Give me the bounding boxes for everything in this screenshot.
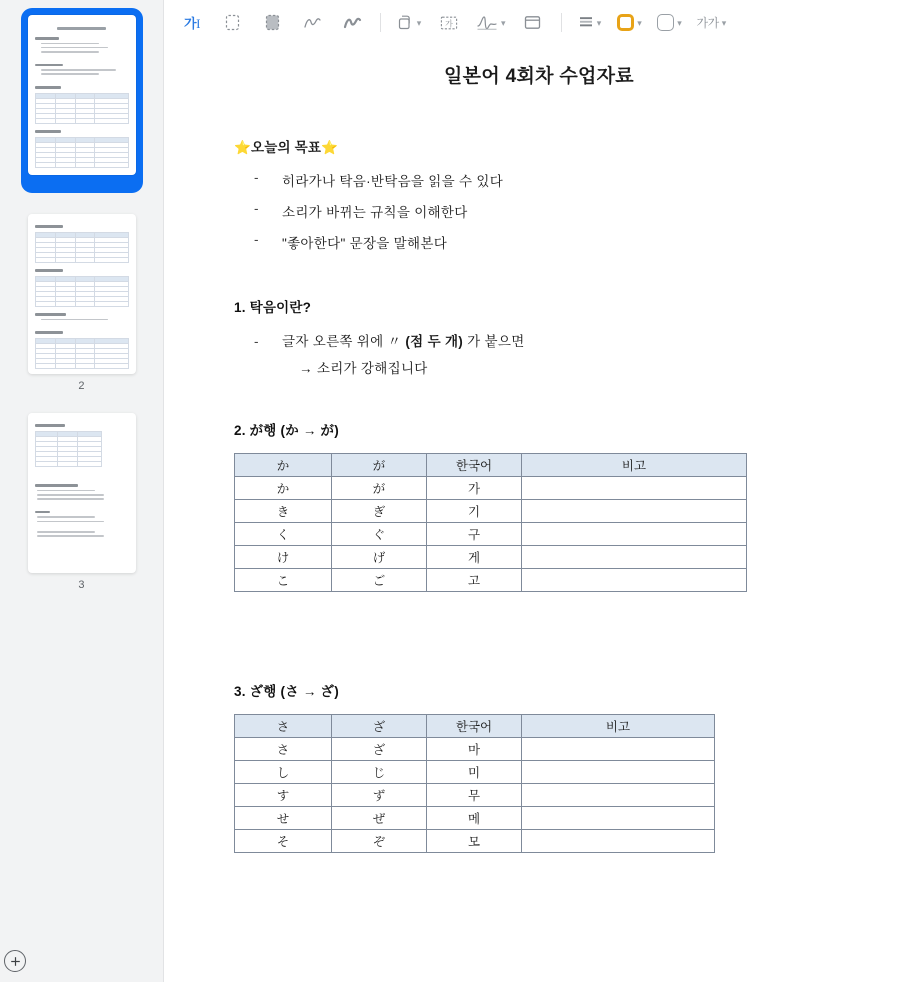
toolbar-divider-1 xyxy=(380,13,381,32)
table-cell[interactable]: さ xyxy=(235,738,332,761)
add-page-button[interactable] xyxy=(4,950,26,972)
column-header: 비고 xyxy=(522,454,747,477)
bullet-dash: - xyxy=(254,232,259,247)
column-header: が xyxy=(332,454,427,477)
text-box-tool-button[interactable] xyxy=(433,8,465,38)
goal-text: 히라가나 탁음·반탁음을 읽을 수 있다 xyxy=(282,174,504,189)
page-thumbnail-sidebar xyxy=(0,0,164,982)
table-cell[interactable]: き xyxy=(235,500,332,523)
thumbnail-item-2[interactable] xyxy=(0,207,163,392)
toolbar-group-annotate xyxy=(176,8,368,38)
table-cell[interactable]: こ xyxy=(235,569,332,592)
table-header-row xyxy=(235,454,747,477)
boxed-text-icon xyxy=(440,15,458,31)
table-row[interactable] xyxy=(235,830,715,853)
goal-list xyxy=(254,170,914,252)
table-cell[interactable]: ざ xyxy=(332,738,427,761)
table-cell[interactable]: し xyxy=(235,761,332,784)
align-tool-button[interactable] xyxy=(574,8,606,38)
table-cell[interactable]: そ xyxy=(235,830,332,853)
table-cell[interactable]: げ xyxy=(332,546,427,569)
section-1-text-suffix: 가 붙으면 xyxy=(463,334,525,349)
table-cell[interactable]: が xyxy=(332,477,427,500)
section-2-heading: 2. が행 (か → が) xyxy=(234,423,339,438)
table-cell[interactable]: す xyxy=(235,784,332,807)
table-cell[interactable]: ぞ xyxy=(332,830,427,853)
table-cell[interactable]: ご xyxy=(332,569,427,592)
document-title: 일본어 4회차 수업자료 xyxy=(444,66,634,87)
thumbnail-preview-2 xyxy=(28,214,136,374)
table-cell[interactable]: 메 xyxy=(427,807,522,830)
table-cell[interactable] xyxy=(522,738,715,761)
column-header: 한국어 xyxy=(427,715,522,738)
chevron-down-icon[interactable]: ▾ xyxy=(677,18,682,28)
thumbnail-frame[interactable] xyxy=(21,406,143,573)
select-area-tool-button[interactable] xyxy=(216,8,248,38)
brush-tool-button[interactable] xyxy=(336,8,368,38)
column-header: ざ xyxy=(332,715,427,738)
chevron-down-icon[interactable]: ▾ xyxy=(596,18,602,28)
table-header-row xyxy=(235,715,715,738)
table-cell[interactable]: 마 xyxy=(427,738,522,761)
plus-icon xyxy=(9,955,22,968)
table-cell[interactable]: じ xyxy=(332,761,427,784)
shape-tool-button[interactable] xyxy=(393,8,425,38)
table-cell[interactable]: 가 xyxy=(427,477,522,500)
main-area xyxy=(164,0,914,982)
table-row[interactable] xyxy=(235,738,715,761)
table-cell[interactable]: 무 xyxy=(427,784,522,807)
toolbar-group-format xyxy=(574,8,730,38)
fill-swatch-icon xyxy=(617,14,634,31)
table-cell[interactable] xyxy=(522,807,715,830)
table-cell[interactable]: ぎ xyxy=(332,500,427,523)
table-cell[interactable]: ぐ xyxy=(332,523,427,546)
table-row[interactable] xyxy=(235,477,747,500)
bullet-dash: - xyxy=(254,170,259,185)
section-3-heading: 3. ざ행 (さ → ざ) xyxy=(234,684,339,699)
thumbnail-page-number: 2 xyxy=(78,380,85,392)
table-cell[interactable]: 구 xyxy=(427,523,522,546)
column-header: さ xyxy=(235,715,332,738)
goal-heading: ⭐오늘의 목표⭐ xyxy=(234,140,339,155)
column-header: か xyxy=(235,454,332,477)
table-cell[interactable] xyxy=(522,830,715,853)
scribble-bold-icon xyxy=(343,14,362,31)
table-cell[interactable]: 모 xyxy=(427,830,522,853)
bullet-dash: - xyxy=(254,201,259,216)
table-cell[interactable]: 고 xyxy=(427,569,522,592)
signature-tool-button[interactable] xyxy=(473,8,509,38)
list-item xyxy=(254,201,914,221)
section-1-text-bold: (점 두 개) xyxy=(405,334,464,349)
dashed-rect-icon xyxy=(225,14,240,31)
filled-rect-icon xyxy=(265,14,280,31)
table-cell[interactable] xyxy=(522,523,747,546)
section-1-body xyxy=(254,330,914,377)
chevron-down-icon[interactable]: ▾ xyxy=(637,18,642,28)
scribble-icon xyxy=(303,14,322,31)
editor-toolbar xyxy=(164,0,914,45)
highlight-fill-tool-button[interactable] xyxy=(256,8,288,38)
thumbnail-page-number: 3 xyxy=(78,579,85,591)
table-cell[interactable] xyxy=(522,569,747,592)
table-cell[interactable] xyxy=(522,761,715,784)
toolbar-divider-2 xyxy=(561,13,562,32)
table-cell[interactable]: け xyxy=(235,546,332,569)
table-row[interactable] xyxy=(235,761,715,784)
chevron-down-icon[interactable]: ▾ xyxy=(721,18,727,28)
lines-icon xyxy=(578,15,594,30)
table-cell[interactable]: 기 xyxy=(427,500,522,523)
list-item xyxy=(254,170,914,190)
thumbnail-item-1[interactable] xyxy=(0,8,163,193)
thumbnail-preview-3 xyxy=(28,413,136,573)
thumbnail-preview-1 xyxy=(28,15,136,175)
table-cell[interactable]: ず xyxy=(332,784,427,807)
table-cell[interactable]: 미 xyxy=(427,761,522,784)
bullet-dash: - xyxy=(254,334,259,349)
table-cell[interactable] xyxy=(522,477,747,500)
table-cell[interactable]: く xyxy=(235,523,332,546)
font-size-tool-button[interactable] xyxy=(694,8,730,38)
card-icon xyxy=(524,15,541,30)
chevron-down-icon[interactable]: ▾ xyxy=(416,18,422,28)
signature-icon xyxy=(476,14,498,31)
svg-text:가: 가 xyxy=(445,18,453,28)
note-tool-button[interactable] xyxy=(517,8,549,38)
chevron-down-icon[interactable]: ▾ xyxy=(501,18,506,28)
table-cell[interactable] xyxy=(522,546,747,569)
column-header: 비고 xyxy=(522,715,715,738)
table-cell[interactable]: 게 xyxy=(427,546,522,569)
document-page-1 xyxy=(164,61,914,893)
thumbnail-frame-selected[interactable] xyxy=(21,8,143,193)
table-row[interactable] xyxy=(235,546,747,569)
thumbnail-list xyxy=(0,0,163,591)
pen-tool-button[interactable] xyxy=(296,8,328,38)
table-row[interactable] xyxy=(235,500,747,523)
section-1-text-prefix: 글자 오른쪽 위에 〃 xyxy=(282,334,406,349)
stroke-color-tool-button[interactable] xyxy=(654,8,686,38)
text-cursor-icon: 가I xyxy=(184,16,200,31)
table-cell[interactable] xyxy=(522,784,715,807)
toolbar-group-insert xyxy=(393,8,549,38)
shapes-icon xyxy=(397,14,414,31)
thumbnail-item-3[interactable] xyxy=(0,406,163,591)
section-1-arrow-line: → 소리가 강해집니다 xyxy=(299,361,428,376)
table-row[interactable] xyxy=(235,523,747,546)
goal-text: 소리가 바뀌는 규칙을 이해한다 xyxy=(282,205,468,220)
table-cell[interactable] xyxy=(522,500,747,523)
table-row[interactable] xyxy=(235,569,747,592)
column-header: 한국어 xyxy=(427,454,522,477)
table-row[interactable] xyxy=(235,784,715,807)
za-row-table[interactable] xyxy=(234,714,715,853)
table-cell[interactable]: ぜ xyxy=(332,807,427,830)
document-canvas[interactable] xyxy=(164,45,914,982)
stroke-swatch-icon xyxy=(657,14,674,31)
goal-text: "좋아한다" 문장을 말해본다 xyxy=(282,236,448,251)
ga-row-table[interactable] xyxy=(234,453,747,592)
table-row[interactable] xyxy=(235,807,715,830)
list-item xyxy=(254,232,914,252)
font-size-icon: 가가 xyxy=(696,16,719,30)
fill-color-tool-button[interactable] xyxy=(614,8,646,38)
table-cell[interactable]: か xyxy=(235,477,332,500)
section-spacer xyxy=(164,592,914,650)
table-cell[interactable]: せ xyxy=(235,807,332,830)
text-tool-button[interactable] xyxy=(176,8,208,38)
thumbnail-frame[interactable] xyxy=(21,207,143,374)
section-1-heading: 1. 탁음이란? xyxy=(234,300,312,315)
